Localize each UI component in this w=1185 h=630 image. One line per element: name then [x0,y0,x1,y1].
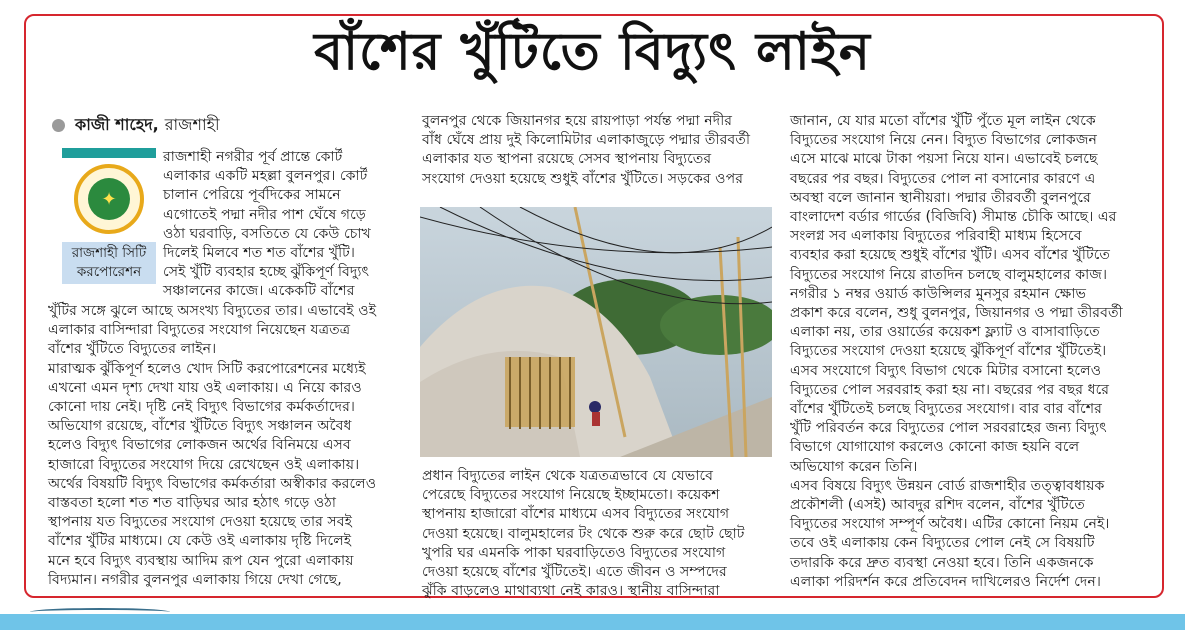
article-line: স্থাপনায় হাজারো বাঁশের মাধ্যমে এসব বিদ্যুতের সংযোগ [422,506,730,523]
article-line: এগোতেই পদ্মা নদীর পাশ ঘেঁষে গড়ে [163,206,366,223]
article-line: বাঁশের খুঁটির মাধ্যমে। যে কেউ ওই এলাকায় দৃষ্টি দিলেই [48,533,352,550]
article-line: রাজশাহী নগরীর পূর্ব প্রান্তে কোর্ট [163,149,343,165]
article-line: বাংলাদেশ বর্ডার গার্ডের (বিজিবি) সীমান্ত চৌকি আছে। এর [790,209,1117,226]
article-line: ওঠা ঘরবাড়ি, বসতিতে যে কেউ চোখ [163,225,371,242]
article-line: বিদ্যুতের সংযোগ সম্পূর্ণ অবৈধ। এটির কোনো নিয়ম নেই। [790,516,1110,533]
article-line: প্রধান বিদ্যুতের লাইন থেকে যত্রতত্রভাবে যে যেভাবে [422,468,714,484]
bullet-icon [52,119,65,132]
article-line: ঝুঁকি বাড়লেও মাথাব্যথা নেই কারও। স্থানীয় বাসিন্দারা [422,583,720,600]
article-line: এসব বিষয়ে বিদ্যুৎ উন্নয়ন বোর্ড রাজশাহীর তত্ত্বাবধায়ক [790,477,1105,494]
article-line: বিদ্যুতের পোল সরবরাহ করা হয় না। বছরের পর বছর ধরে [790,381,1110,398]
article-line: বাঁশের খুঁটিতেই চলছে বিদ্যুতের সংযোগ। বার বার বাঁশের [790,401,1102,418]
column-2-top [422,112,772,189]
article-line: হলেও বিদ্যুৎ বিভাগের লোকজন অর্থের বিনিময়ে এসব [48,437,351,454]
article-line: খুঁটি পরিবর্তন করে বিদ্যুতের পোল সরবরাহের জন্য বিদ্যুৎ [790,420,1107,437]
article-line: মারাত্মক ঝুঁকিপূর্ণ হলেও খোদ সিটি করপোরেশনের মধ্যেই [48,360,366,377]
byline-author: কাজী শাহেদ, [75,115,159,134]
logo-caption: রাজশাহী সিটি করপোরেশন [62,242,156,284]
article-line: খুপরি ঘর এমনকি পাকা ঘরবাড়িতেও বিদ্যুতের সংযোগ [422,544,726,561]
article-line: তবে ওই এলাকায় কেন বিদ্যুতের পোল নেই সে বিষয়টি [790,535,1095,552]
article-line: স্থাপনায় যত বিদ্যুতের সংযোগ দেওয়া হয়েছে তার সবই [48,514,353,531]
article-line: এলাকা পরিদর্শন করে প্রতিবেদন দাখিলেরও নির্দেশ দেন। [790,573,1101,590]
column-1-wrapped [163,148,403,302]
article-line: এসব সংযোগে বিদ্যুৎ বিভাগ থেকে মিটার বসানো হলেও [790,362,1102,379]
article-photo [420,207,772,457]
article-line: এলাকার বাসিন্দারা বিদ্যুতের সংযোগ নিয়েছেন যত্রতত্র [48,322,351,339]
article-line: ব্যবহার করা হয়েছে শুধুই বাঁশের খুঁটি। এসব বাঁশের খুঁটিতে [790,247,1111,264]
article-line: সংযোগ দেওয়া হয়েছে শুধুই বাঁশের খুঁটিতে। সড়কের ওপর [422,170,744,187]
article-line: এখনো এমন দৃশ্য দেখা যায় ওই এলাকায়। এ নিয়ে কারও [48,379,362,396]
article-line: কোনো দায় নেই। দৃষ্টি নেই বিদ্যুৎ বিভাগের কর্মকর্তাদের। [48,399,355,416]
article-line: বিদ্যুতের সংযোগ নিয়ে নেন। বিদ্যুত বিভাগের লোকজন [790,132,1097,149]
article-line: অভিযোগ করেন তিনি। [790,458,918,475]
page-bottom-band [0,614,1185,630]
article-line: দিলেই মিলবে শত শত বাঁশের খুঁটি। [163,245,355,262]
article-line: মনে হবে বিদ্যুৎ ব্যবস্থায় আদিম রূপ যেন পুরো এলাকায় [48,552,354,569]
article-line: খুঁটির সঙ্গে ঝুলে আছে অসংখ্য বিদ্যুতের তার। এভাবেই ওই [48,303,377,319]
article-line: সংলগ্ন সব এলাকায় বিদ্যুতের পরিবাহী মাধ্যম হিসেবে [790,228,1082,245]
article-line: নগরীর ১ নম্বর ওয়ার্ড কাউন্সিলর মুনসুর রহমান ক্ষোভ [790,285,1087,302]
article-line: বিদ্যুতের সংযোগ দেওয়া হয়েছে ঝুঁকিপূর্ণ বাঁশের খুঁটিতেই। [790,343,1107,360]
article-line: অভিযোগ রয়েছে, বাঁশের খুঁটিতে বিদ্যুৎ সঞ্চালন অবৈধ [48,418,352,435]
column-2-bottom [422,467,772,601]
article-line: এলাকা নয়, তার ওয়ার্ডের কয়েকশ ফ্ল্যাট ও বাসাবাড়িতে [790,324,1100,341]
article-line: প্রকাশ করে বলেন, শুধু বুলনপুর, জিয়ানগর ও পদ্মা তীরবর্তী [790,305,1123,322]
article-line: বাস্তবতা হলো শত শত বাড়িঘর আর হঠাৎ গড়ে ওঠা [48,495,336,512]
headline: বাঁশের খুঁটিতে বিদ্যুৎ লাইন [314,21,871,82]
article-line: বিভাগে যোগাযোগ করলেও কোনো কাজ হয়নি বলে [790,439,1080,456]
city-corporation-seal-icon: ✦ [74,164,144,234]
article-line: দেওয়া হয়েছে বাঁশের খুঁটিতেই। এতে জীবন ও সম্পদের [422,564,727,581]
article-line: দেওয়া হয়েছে। বালুমহালের টং থেকে শুরু করে ছোট ছোট [422,525,745,542]
article-line: সেই খুঁটি ব্যবহার হচ্ছে ঝুঁকিপূর্ণ বিদ্যুৎ [163,264,370,281]
article-line: বছরের পর বছর। বিদ্যুতের পোল না বসানোর কারণে এ [790,170,1096,187]
article-line: অবস্থা বলে জানান স্থানীয়রা। পদ্মার তীরবর্তী বুলনপুরে [790,189,1091,206]
byline-location: রাজশাহী [164,115,220,134]
article-line: চালান পেরিয়ে পূর্বদিকের সামনে [163,187,341,204]
column-3 [790,112,1146,592]
article-line: বাঁধ ঘেঁষে প্রায় দুই কিলোমিটার এলাকাজুড়ে পদ্মার তীরবর্তী [422,132,751,149]
column-1-body [48,302,404,590]
article-line: এলাকার যত স্থাপনা রয়েছে সেসব স্থাপনায় বিদ্যুতের [422,151,712,168]
article-line: হাজারো বিদ্যুতের সংযোগ দিয়ে রেখেছেন ওই এলাকায়। [48,456,360,473]
article-line: অর্থের বিষয়টি বিদ্যুৎ বিভাগের কর্মকর্তারা অস্বীকার করলেও [48,475,377,492]
byline [52,112,220,139]
article-line: বুলনপুর থেকে জিয়ানগর হয়ে রায়পাড়া পর্যন্ত পদ্মা নদীর [422,113,733,129]
article-line: পেরেছে বিদ্যুতের সংযোগ নিয়েছে ইচ্ছামতো। কয়েকশ [422,487,720,504]
article-line: বিদ্যমান। নগরীর বুলনপুর এলাকায় গিয়ে দেখা গেছে, [48,571,342,588]
article-line: তদারকি করে দ্রুত ব্যবস্থা নেওয়া হবে। তিনি একজনকে [790,554,1094,571]
article-line: এসে মাঝে মাঝে টাকা পয়সা নিয়ে যান। এভাবেই চলছে [790,151,1098,168]
city-corporation-logo-box [62,148,156,284]
article-line: বাঁশের খুঁটিতে বিদ্যুতের লাইন। [48,341,217,358]
article-line: প্রকৌশলী (এসই) আবদুর রশিদ বলেন, বাঁশের খুঁটিতে [790,497,1085,514]
article-line: সঞ্চালনের কাজে। একেকটি বাঁশের [163,283,355,300]
article-line: জানান, যে যার মতো বাঁশের খুঁটি পুঁতে মূল লাইন থেকে [790,113,1096,129]
article-line: বিদ্যুতের সংযোগ নিয়ে রাতদিন চলছে বালুমহালের কাজ। [790,266,1108,283]
teal-bar [62,148,156,158]
article-line: এলাকার একটি মহল্লা বুলনপুর। কোর্ট [163,168,368,185]
